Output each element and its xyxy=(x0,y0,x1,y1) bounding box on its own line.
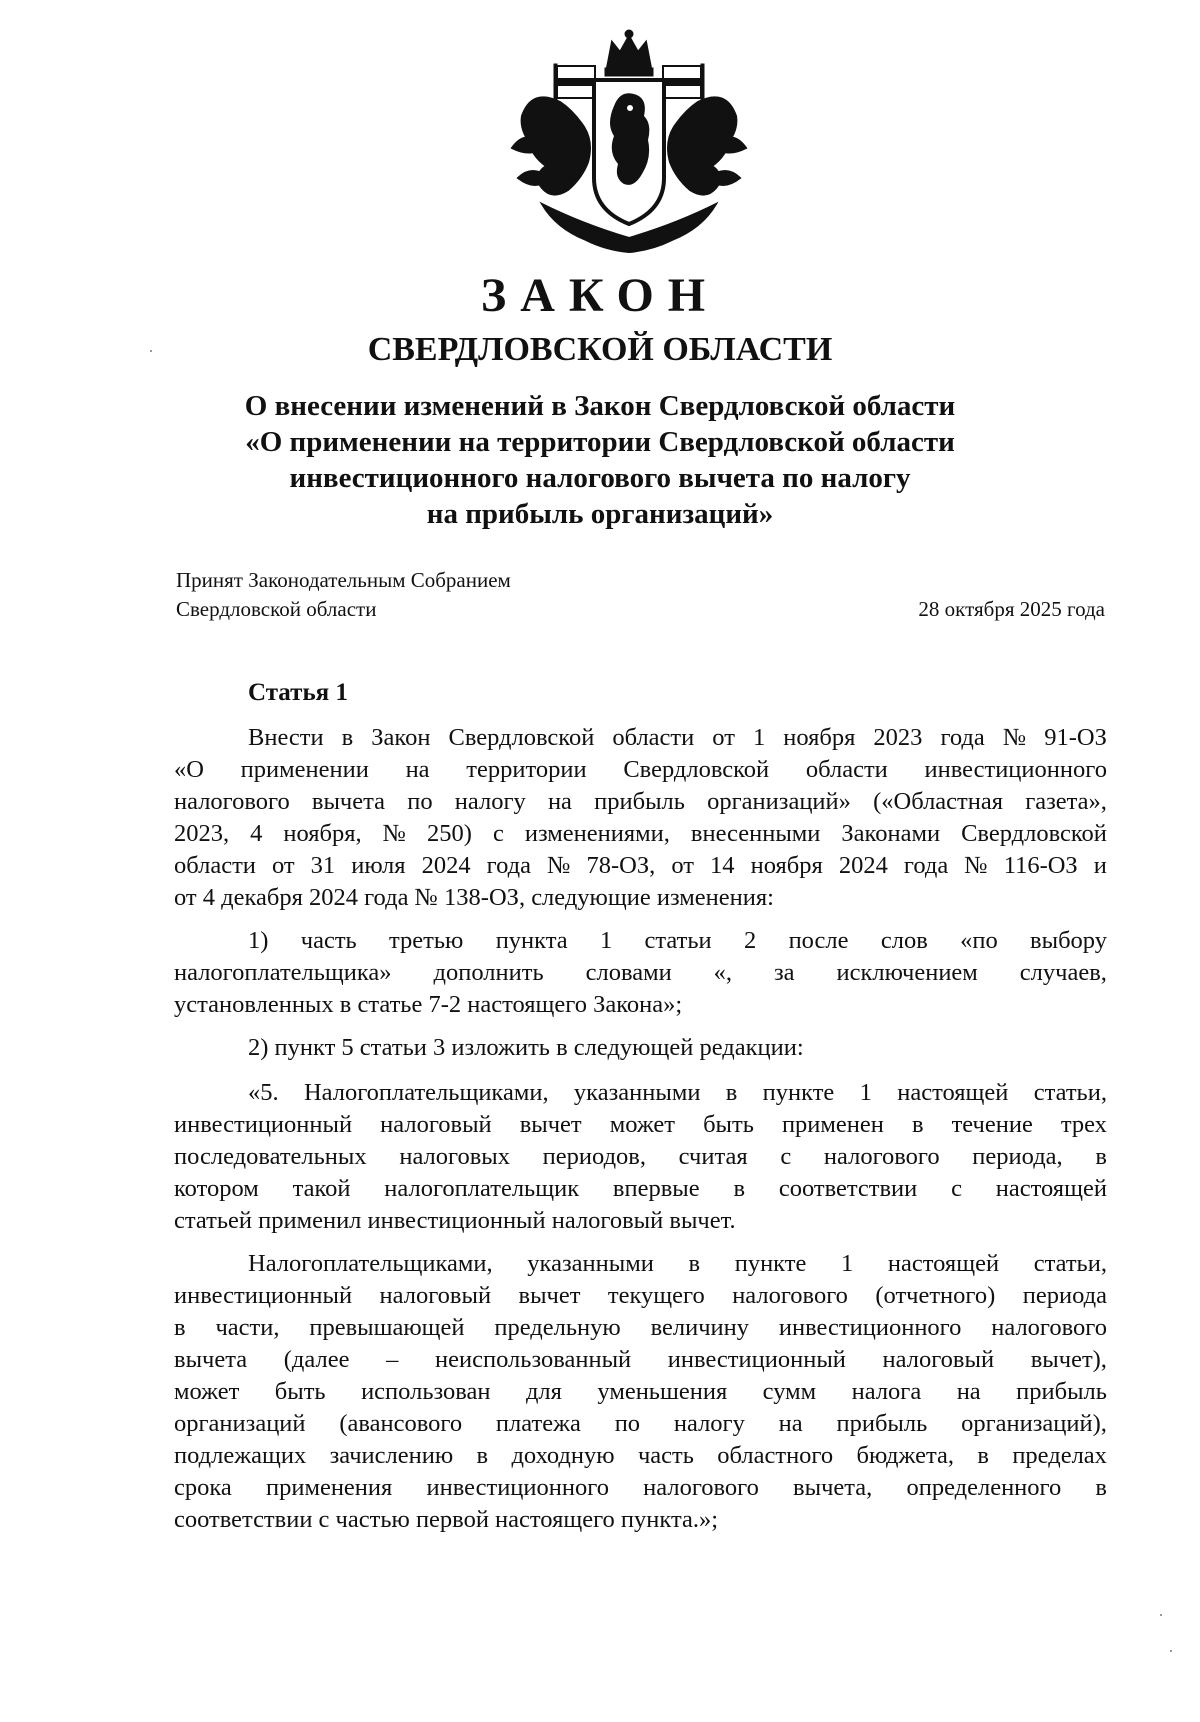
paragraph xyxy=(174,1248,1107,1536)
scan-speck xyxy=(1170,1650,1172,1652)
text-line: соответствии с частью первой настоящего пункта.»; xyxy=(174,1506,719,1533)
adoption-date: 28 октября 2025 года xyxy=(918,597,1105,621)
law-title-line: «О применении на территории Свердловской области xyxy=(245,426,955,458)
adoption-line: Принят Законодательным Собранием xyxy=(176,568,511,592)
text-line: 2) пункт 5 статьи 3 изложить в следующей редакции: xyxy=(248,1034,804,1061)
law-title-line: на прибыль организаций» xyxy=(426,498,774,530)
article-heading: Статья 1 xyxy=(248,679,348,706)
text-line: Внести в Закон Свердловской области от 1 ноября 2023 года № 91-ОЗ xyxy=(248,724,1107,751)
adoption-note xyxy=(176,566,511,624)
text-line: может быть использован для уменьшения сумм налога на прибыль xyxy=(174,1378,1107,1405)
text-line: налогоплательщика» дополнить словами «, за исключением случаев, xyxy=(174,959,1107,986)
text-line: подлежащих зачислению в доходную часть областного бюджета, в пределах xyxy=(174,1442,1107,1469)
text-line: статьей применил инвестиционный налоговый вычет. xyxy=(174,1207,736,1234)
text-line: от 4 декабря 2024 года № 138-ОЗ, следующие изменения: xyxy=(174,884,774,911)
text-line: «5. Налогоплательщиками, указанными в пункте 1 настоящей статьи, xyxy=(248,1079,1107,1106)
paragraph xyxy=(174,1032,1107,1064)
paragraph xyxy=(174,722,1107,914)
law-title-line: О внесении изменений в Закон Свердловской области xyxy=(244,390,956,422)
adoption-line: Свердловской области xyxy=(176,597,377,621)
text-line: вычета (далее – неиспользованный инвестиционный налоговый вычет), xyxy=(174,1346,1107,1373)
coat-of-arms-icon xyxy=(502,28,756,254)
paragraph xyxy=(174,1077,1107,1237)
text-line: инвестиционный налоговый вычет текущего налогового (отчетного) периода xyxy=(174,1282,1107,1309)
text-line: последовательных налоговых периодов, считая с налогового периода, в xyxy=(174,1143,1107,1170)
scan-speck xyxy=(150,350,152,352)
text-line: инвестиционный налоговый вычет может быть применен в течение трех xyxy=(174,1111,1107,1138)
law-title xyxy=(150,388,1050,532)
text-line: организаций (авансового платежа по налогу на прибыль организаций), xyxy=(174,1410,1107,1437)
text-line: «О применении на территории Свердловской области инвестиционного xyxy=(174,756,1107,783)
text-line: области от 31 июля 2024 года № 78-ОЗ, от 14 ноября 2024 года № 116-ОЗ и xyxy=(174,852,1107,879)
text-line: срока применения инвестиционного налогового вычета, определенного в xyxy=(174,1474,1107,1501)
document-title: ЗАКОН xyxy=(480,269,720,322)
scan-speck xyxy=(1160,1614,1162,1616)
paragraph xyxy=(174,925,1107,1021)
text-line: 2023, 4 ноября, № 250) с изменениями, внесенными Законами Свердловской xyxy=(174,820,1107,847)
text-line: 1) часть третью пункта 1 статьи 2 после слов «по выбору xyxy=(248,927,1107,954)
law-title-line: инвестиционного налогового вычета по налогу xyxy=(289,462,911,494)
text-line: в части, превышающей предельную величину инвестиционного налогового xyxy=(174,1314,1107,1341)
text-line: котором такой налогоплательщик впервые в соответствии с настоящей xyxy=(174,1175,1107,1202)
text-line: налогового вычета по налогу на прибыль организаций» («Областная газета», xyxy=(174,788,1107,815)
document-subtitle: СВЕРДЛОВСКОЙ ОБЛАСТИ xyxy=(367,331,833,368)
text-line: Налогоплательщиками, указанными в пункте 1 настоящей статьи, xyxy=(248,1250,1107,1277)
text-line: установленных в статье 7-2 настоящего Закона»; xyxy=(174,991,683,1018)
